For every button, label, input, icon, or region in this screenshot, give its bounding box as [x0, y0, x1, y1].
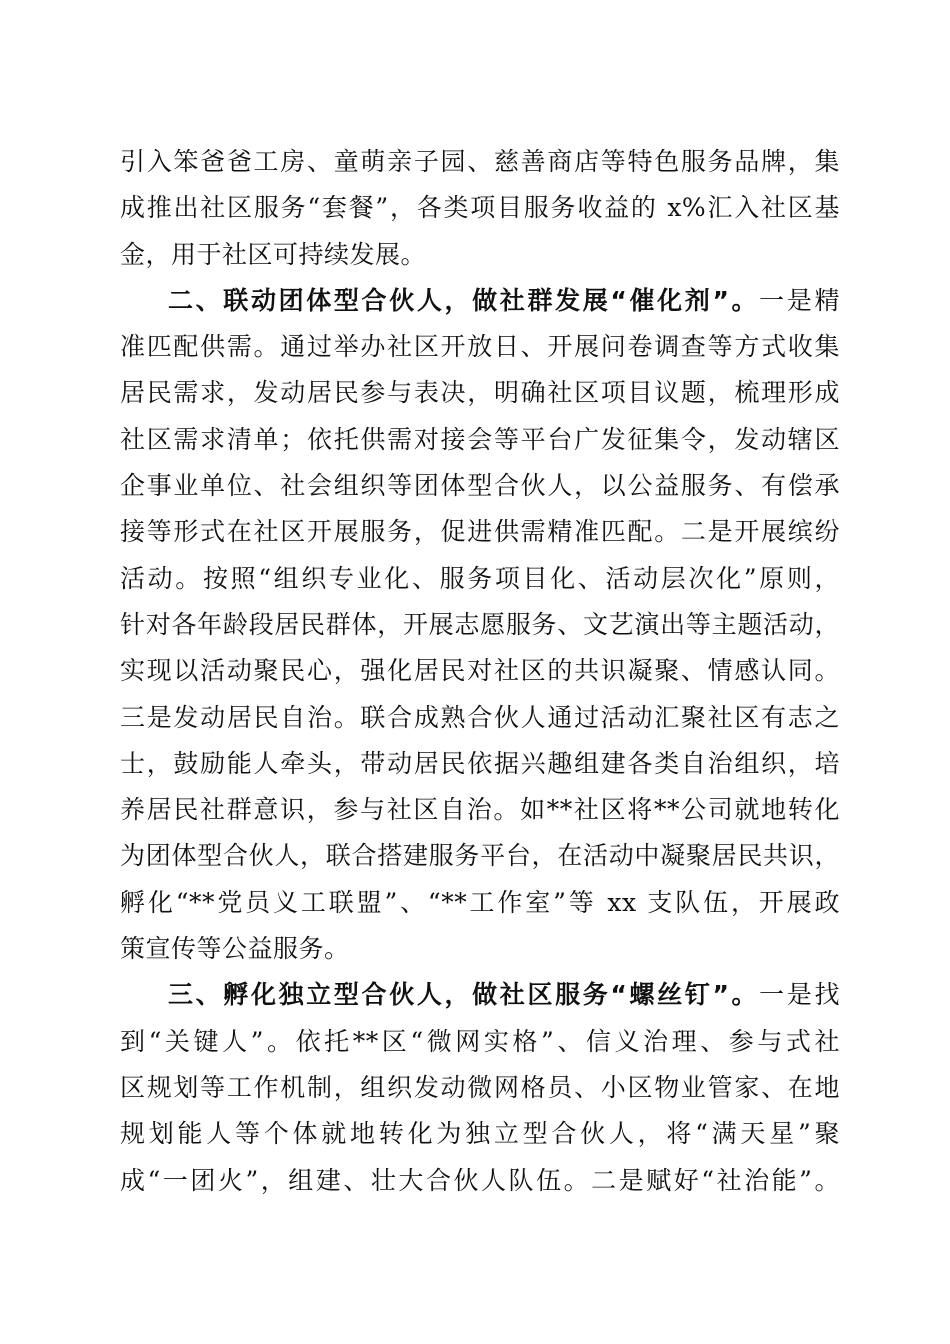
text-line: 策宣传等公益服务。 [120, 934, 350, 964]
text-line: 到“关键人”。依托**区“微网实格”、信义治理、参与式社 [120, 1026, 840, 1056]
paragraph-2 [120, 278, 840, 972]
text-line [120, 972, 840, 1018]
text-line: 居民需求，发动居民参与表决，明确社区项目议题，梳理形成 [120, 378, 840, 408]
text-run: 一是精 [759, 285, 840, 315]
text-line: 成推出社区服务“套餐”，各类项目服务收益的 x%汇入社区基 [120, 193, 840, 223]
section-heading-3: 三、孵化独立型合伙人，做社区服务“螺丝钉”。 [168, 980, 760, 1010]
text-line: 孵化“**党员义工联盟”、“**工作室”等 xx 支队伍，开展政 [120, 887, 840, 917]
text-line: 活动。按照“组织专业化、服务项目化、活动层次化”原则， [120, 563, 840, 593]
text-line: 企事业单位、社会组织等团体型合伙人，以公益服务、有偿承 [120, 471, 840, 501]
text-line: 三是发动居民自治。联合成熟合伙人通过活动汇聚社区有志之 [120, 702, 840, 732]
text-line: 引入笨爸爸工房、童萌亲子园、慈善商店等特色服务品牌，集 [120, 147, 840, 176]
text-line: 准匹配供需。通过举办社区开放日、开展问卷调查等方式收集 [120, 332, 840, 362]
body-text [120, 139, 840, 1204]
text-line: 接等形式在社区开展服务，促进供需精准匹配。二是开展缤纷 [120, 517, 840, 547]
paragraph-3 [120, 972, 840, 1203]
text-line: 区规划等工作机制，组织发动微网格员、小区物业管家、在地 [120, 1072, 840, 1102]
text-line: 士，鼓励能人牵头，带动居民依据兴趣组建各类自治组织，培 [120, 748, 840, 778]
text-line: 成“一团火”，组建、壮大合伙人队伍。二是赋好“社治能”。 [120, 1165, 840, 1195]
text-line [120, 278, 840, 324]
text-line: 为团体型合伙人，联合搭建服务平台，在活动中凝聚居民共识， [120, 841, 840, 871]
text-line: 社区需求清单；依托供需对接会等平台广发征集令，发动辖区 [120, 424, 840, 454]
text-line: 实现以活动聚民心，强化居民对社区的共识凝聚、情感认同。 [120, 656, 840, 686]
text-line: 养居民社群意识，参与社区自治。如**社区将**公司就地转化 [120, 795, 840, 825]
section-heading-2: 二、联动团体型合伙人，做社群发展“催化剂”。 [168, 285, 760, 315]
paragraph-1 [120, 139, 840, 278]
text-line: 金，用于社区可持续发展。 [120, 239, 427, 269]
text-run: 一是找 [759, 980, 840, 1010]
text-line: 针对各年龄段居民群体，开展志愿服务、文艺演出等主题活动， [120, 609, 840, 639]
text-line: 规划能人等个体就地转化为独立型合伙人，将“满天星”聚 [120, 1119, 840, 1149]
